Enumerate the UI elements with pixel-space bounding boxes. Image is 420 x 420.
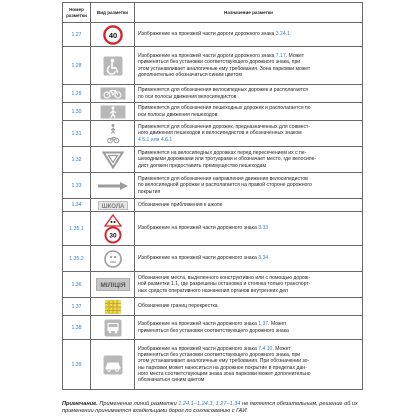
description-line: этом устанавливает аналогичные ему требования. Зона парковки может bbox=[138, 65, 311, 72]
table-row bbox=[63, 272, 363, 298]
description-line: ного движения пешеходов и велосипедистов и обозначенных знаком bbox=[138, 130, 302, 137]
marking-number: 1.30 bbox=[63, 103, 91, 121]
school-word-icon bbox=[98, 201, 128, 210]
table-row bbox=[63, 47, 363, 85]
marking-number: 1.38 bbox=[63, 316, 91, 340]
sign-reference: 3.24.1 bbox=[275, 31, 290, 38]
table-row bbox=[63, 298, 363, 316]
table-row bbox=[63, 23, 363, 47]
marking-number: 1.31 bbox=[63, 121, 91, 147]
description-line: 4.5.1 или 4.6.1 bbox=[138, 136, 173, 143]
school-speed-icon bbox=[104, 250, 122, 268]
table-header-row bbox=[63, 3, 363, 23]
description-line: ных средств оперативного назначения органов внутренних дел bbox=[138, 287, 288, 294]
header-purpose: Назначение разметки bbox=[135, 3, 363, 23]
table-row bbox=[63, 103, 363, 121]
footnote-text: не является обязательным, решение об их применении принимается владельцами дорог по согласованию с ГАИ. bbox=[62, 401, 358, 414]
car-icon bbox=[103, 355, 123, 375]
description-line: оси полосы движения пешеходов bbox=[138, 111, 218, 118]
yield-triangle-icon bbox=[102, 151, 124, 169]
marking-number: 1.39 bbox=[63, 340, 91, 390]
marking-number: 1.36 bbox=[63, 272, 91, 298]
markings-table bbox=[62, 2, 363, 390]
marking-number: 1.29 bbox=[63, 85, 91, 103]
description-line: Изображение на проезжей части дорожного знака bbox=[138, 346, 259, 353]
table-row bbox=[63, 246, 363, 272]
description-line: по велосипедной дорожке и располагается на правой стороне дорожного bbox=[138, 182, 312, 189]
footnote-text: Применение линий разметки bbox=[97, 401, 179, 407]
direction-arrow-icon bbox=[97, 181, 129, 191]
marking-number: 1.35.1 bbox=[63, 212, 91, 246]
description-line: покрытия bbox=[138, 188, 161, 195]
table-row bbox=[63, 199, 363, 212]
table-row bbox=[63, 173, 363, 199]
police-word-icon bbox=[96, 278, 130, 291]
speed-limit-40-icon bbox=[103, 25, 123, 45]
description-line: этом устанавливает аналогичные ему требования. При обозначении зо- bbox=[138, 358, 310, 365]
description-line: Применяется для обозначения дорожек, предназначенных для совмест- bbox=[138, 124, 311, 131]
description-line: шеходными дорожками или тротуарами и обозначает место, где велосипе- bbox=[138, 156, 317, 163]
description-line: Изображение на проезжей части дороги дорожного знака bbox=[138, 31, 276, 38]
description-line: Изображение на проезжей части дороги дорожного знака bbox=[138, 53, 276, 60]
description-line: ной разметки 1.1, где разрешены остановка и стоянка только транспорт- bbox=[138, 281, 311, 288]
description-line: Обозначение приближения к школе bbox=[138, 201, 223, 208]
marking-number: 1.37 bbox=[63, 298, 91, 316]
bus-icon bbox=[104, 319, 122, 337]
description-line: Применяется для обозначения велосипедных дорожек и располагается bbox=[138, 87, 309, 94]
marking-word: МІЛІЦІЯ bbox=[99, 282, 126, 289]
bicycle-icon bbox=[100, 87, 126, 100]
description-line: Изображение на проезжей части дорожного знака bbox=[138, 255, 259, 262]
description-line: Обозначение места, выделенного конструктивно или с помощью дорож- bbox=[138, 275, 310, 282]
marking-word: ШКОЛА bbox=[101, 203, 124, 210]
marking-number: 1.34 bbox=[63, 199, 91, 212]
header-number: Номер разметки bbox=[63, 3, 91, 23]
table-row bbox=[63, 147, 363, 173]
sign-number: 30 bbox=[108, 232, 117, 239]
footnote-refs: 1.24.1–1.24.3, 1.27–1.34 bbox=[178, 401, 241, 407]
sign-reference: 3.34 bbox=[258, 255, 269, 262]
marking-number: 1.32 bbox=[63, 147, 91, 173]
description-line: Изображение на проезжей части дорожного знака bbox=[138, 225, 259, 232]
description-line: Изображение на проезжей части дорожного знака bbox=[138, 321, 259, 328]
description-line: . Может bbox=[285, 53, 305, 60]
description-line: ного места соответствующим знака зона парковки может дополнительно bbox=[138, 370, 311, 377]
marking-number: 1.33 bbox=[63, 173, 91, 199]
description-line: ны парковки может наноситься на дорожное покрытие в пределах дан- bbox=[138, 364, 307, 371]
crosshatch-grid-icon bbox=[105, 300, 121, 314]
sign-number: 40 bbox=[108, 30, 117, 40]
sign-reference: 3.33 bbox=[258, 225, 269, 232]
marking-number: 1.27 bbox=[63, 23, 91, 47]
marking-number: 1.28 bbox=[63, 47, 91, 85]
pedestrian-bicycle-icon bbox=[106, 123, 120, 145]
description-line: применяться без установки соответствующего дорожного знака bbox=[138, 327, 289, 334]
description-line: дист должен предоставить преимущество пешеходам bbox=[138, 162, 267, 169]
description-line: Применяется на велосипедных дорожках перед пересечением их с пе- bbox=[138, 150, 307, 157]
sign-reference: 1.37 bbox=[258, 321, 269, 328]
description-line: . Может bbox=[268, 321, 287, 328]
description-line: . Может bbox=[272, 346, 291, 353]
sign-reference: 7.4.10 bbox=[258, 346, 273, 353]
marking-number: 1.35.2 bbox=[63, 246, 91, 272]
description-line: Обозначение границ перекрестка bbox=[138, 303, 218, 310]
description-line: Применяется для обозначения направления движения велосипедистов bbox=[138, 176, 308, 183]
description-line: Применяется для обозначения пешеходных дорожек и располагается по bbox=[138, 105, 311, 112]
table-row bbox=[63, 85, 363, 103]
footnote-label: Примечание. bbox=[62, 401, 98, 407]
table-row bbox=[63, 316, 363, 340]
school-speed-30-icon bbox=[104, 214, 122, 244]
description-line: обозначаться синим цветом bbox=[138, 376, 205, 383]
description-line: применяться без установки соответствующего дорожного знака, при bbox=[138, 59, 301, 66]
description-line: дополнительно обозначаться синим цветом bbox=[138, 71, 242, 78]
footnote bbox=[62, 401, 364, 415]
description-line: по оси полосы движения велосипедистов bbox=[138, 93, 237, 100]
header-view: Вид разметки bbox=[91, 3, 135, 23]
table-row bbox=[63, 340, 363, 390]
pedestrian-icon bbox=[100, 105, 126, 119]
disabled-person-icon bbox=[103, 56, 123, 76]
table-row bbox=[63, 121, 363, 147]
table-row bbox=[63, 212, 363, 246]
sign-reference: 7.17 bbox=[275, 53, 286, 60]
description-line: применяться без установки соответствующего дорожного знака, при bbox=[138, 352, 301, 359]
